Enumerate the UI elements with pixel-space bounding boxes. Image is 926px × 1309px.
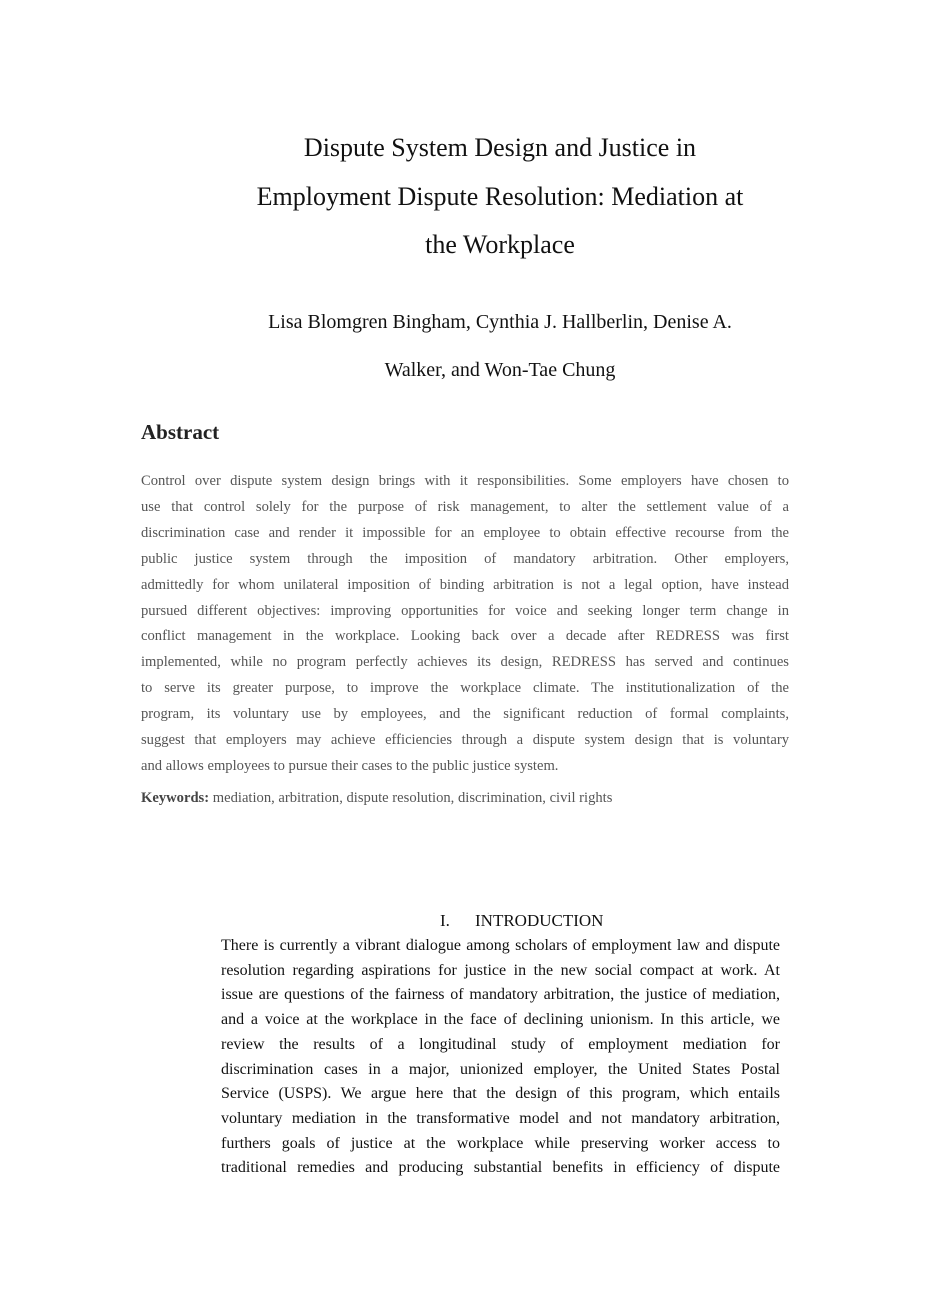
abstract-line: pursued different objectives: improving opportunities for voice and seeking longer term change in	[141, 602, 789, 619]
introduction-body	[221, 934, 780, 1181]
abstract-line: to serve its greater purpose, to improve the workplace climate. The institutionalization of the	[141, 680, 789, 697]
keywords	[141, 790, 612, 807]
intro-line: traditional remedies and producing substantial benefits in efficiency of dispute	[221, 1159, 780, 1177]
section-title: INTRODUCTION	[475, 911, 604, 930]
intro-line: review the results of a longitudinal study of employment mediation for	[221, 1035, 780, 1053]
abstract-line: and allows employees to pursue their cases to the public justice system.	[141, 757, 559, 774]
abstract-line: Control over dispute system design brings with it responsibilities. Some employers have chosen to	[141, 473, 789, 489]
abstract-line: program, its voluntary use by employees, and the significant reduction of formal complaints,	[141, 706, 789, 723]
abstract-line: implemented, while no program perfectly achieves its design, REDRESS has served and continues	[141, 654, 789, 671]
title-line: Employment Dispute Resolution: Mediation at	[256, 181, 744, 211]
section-number: I.	[440, 911, 450, 930]
intro-line: discrimination cases in a major, unionized employer, the United States Postal	[221, 1060, 780, 1078]
abstract-heading: Abstract	[141, 420, 220, 444]
paper-title	[180, 124, 820, 270]
intro-line: Service (USPS). We argue here that the design of this program, which entails	[221, 1085, 780, 1103]
intro-line: issue are questions of the fairness of mandatory arbitration, the justice of mediation,	[221, 986, 780, 1004]
title-line: the Workplace	[425, 230, 575, 259]
abstract-line: conflict management in the workplace. Looking back over a decade after REDRESS was first	[141, 628, 789, 645]
abstract-line: discrimination case and render it impossible for an employee to obtain effective recourse from the	[141, 524, 789, 541]
author-line: Lisa Blomgren Bingham, Cynthia J. Hallberlin, Denise A.	[268, 311, 732, 333]
intro-line: There is currently a vibrant dialogue among scholars of employment law and dispute	[221, 937, 780, 954]
abstract-line: suggest that employers may achieve efficiencies through a dispute system design that is voluntary	[141, 732, 789, 749]
title-line: Dispute System Design and Justice in	[303, 133, 697, 162]
intro-line: resolution regarding aspirations for justice in the new social compact at work. At	[221, 961, 780, 979]
intro-line: voluntary mediation in the transformative model and not mandatory arbitration,	[221, 1109, 780, 1127]
abstract-line: use that control solely for the purpose of risk management, to alter the settlement value of a	[141, 498, 789, 515]
abstract-line: public justice system through the imposition of mandatory arbitration. Other employers,	[141, 550, 789, 567]
abstract-body	[141, 469, 789, 780]
author-line: Walker, and Won-Tae Chung	[384, 359, 616, 381]
intro-line: furthers goals of justice at the workplace while preserving worker access to	[221, 1134, 780, 1152]
intro-line: and a voice at the workplace in the face of declining unionism. In this article, we	[221, 1011, 780, 1029]
keywords-label: Keywords:	[141, 790, 210, 806]
keywords-text: mediation, arbitration, dispute resolution, discrimination, civil rights	[212, 790, 613, 806]
abstract-line: admittedly for whom unilateral imposition of binding arbitration is not a legal option, have instead	[141, 576, 789, 593]
author-list	[180, 298, 820, 394]
